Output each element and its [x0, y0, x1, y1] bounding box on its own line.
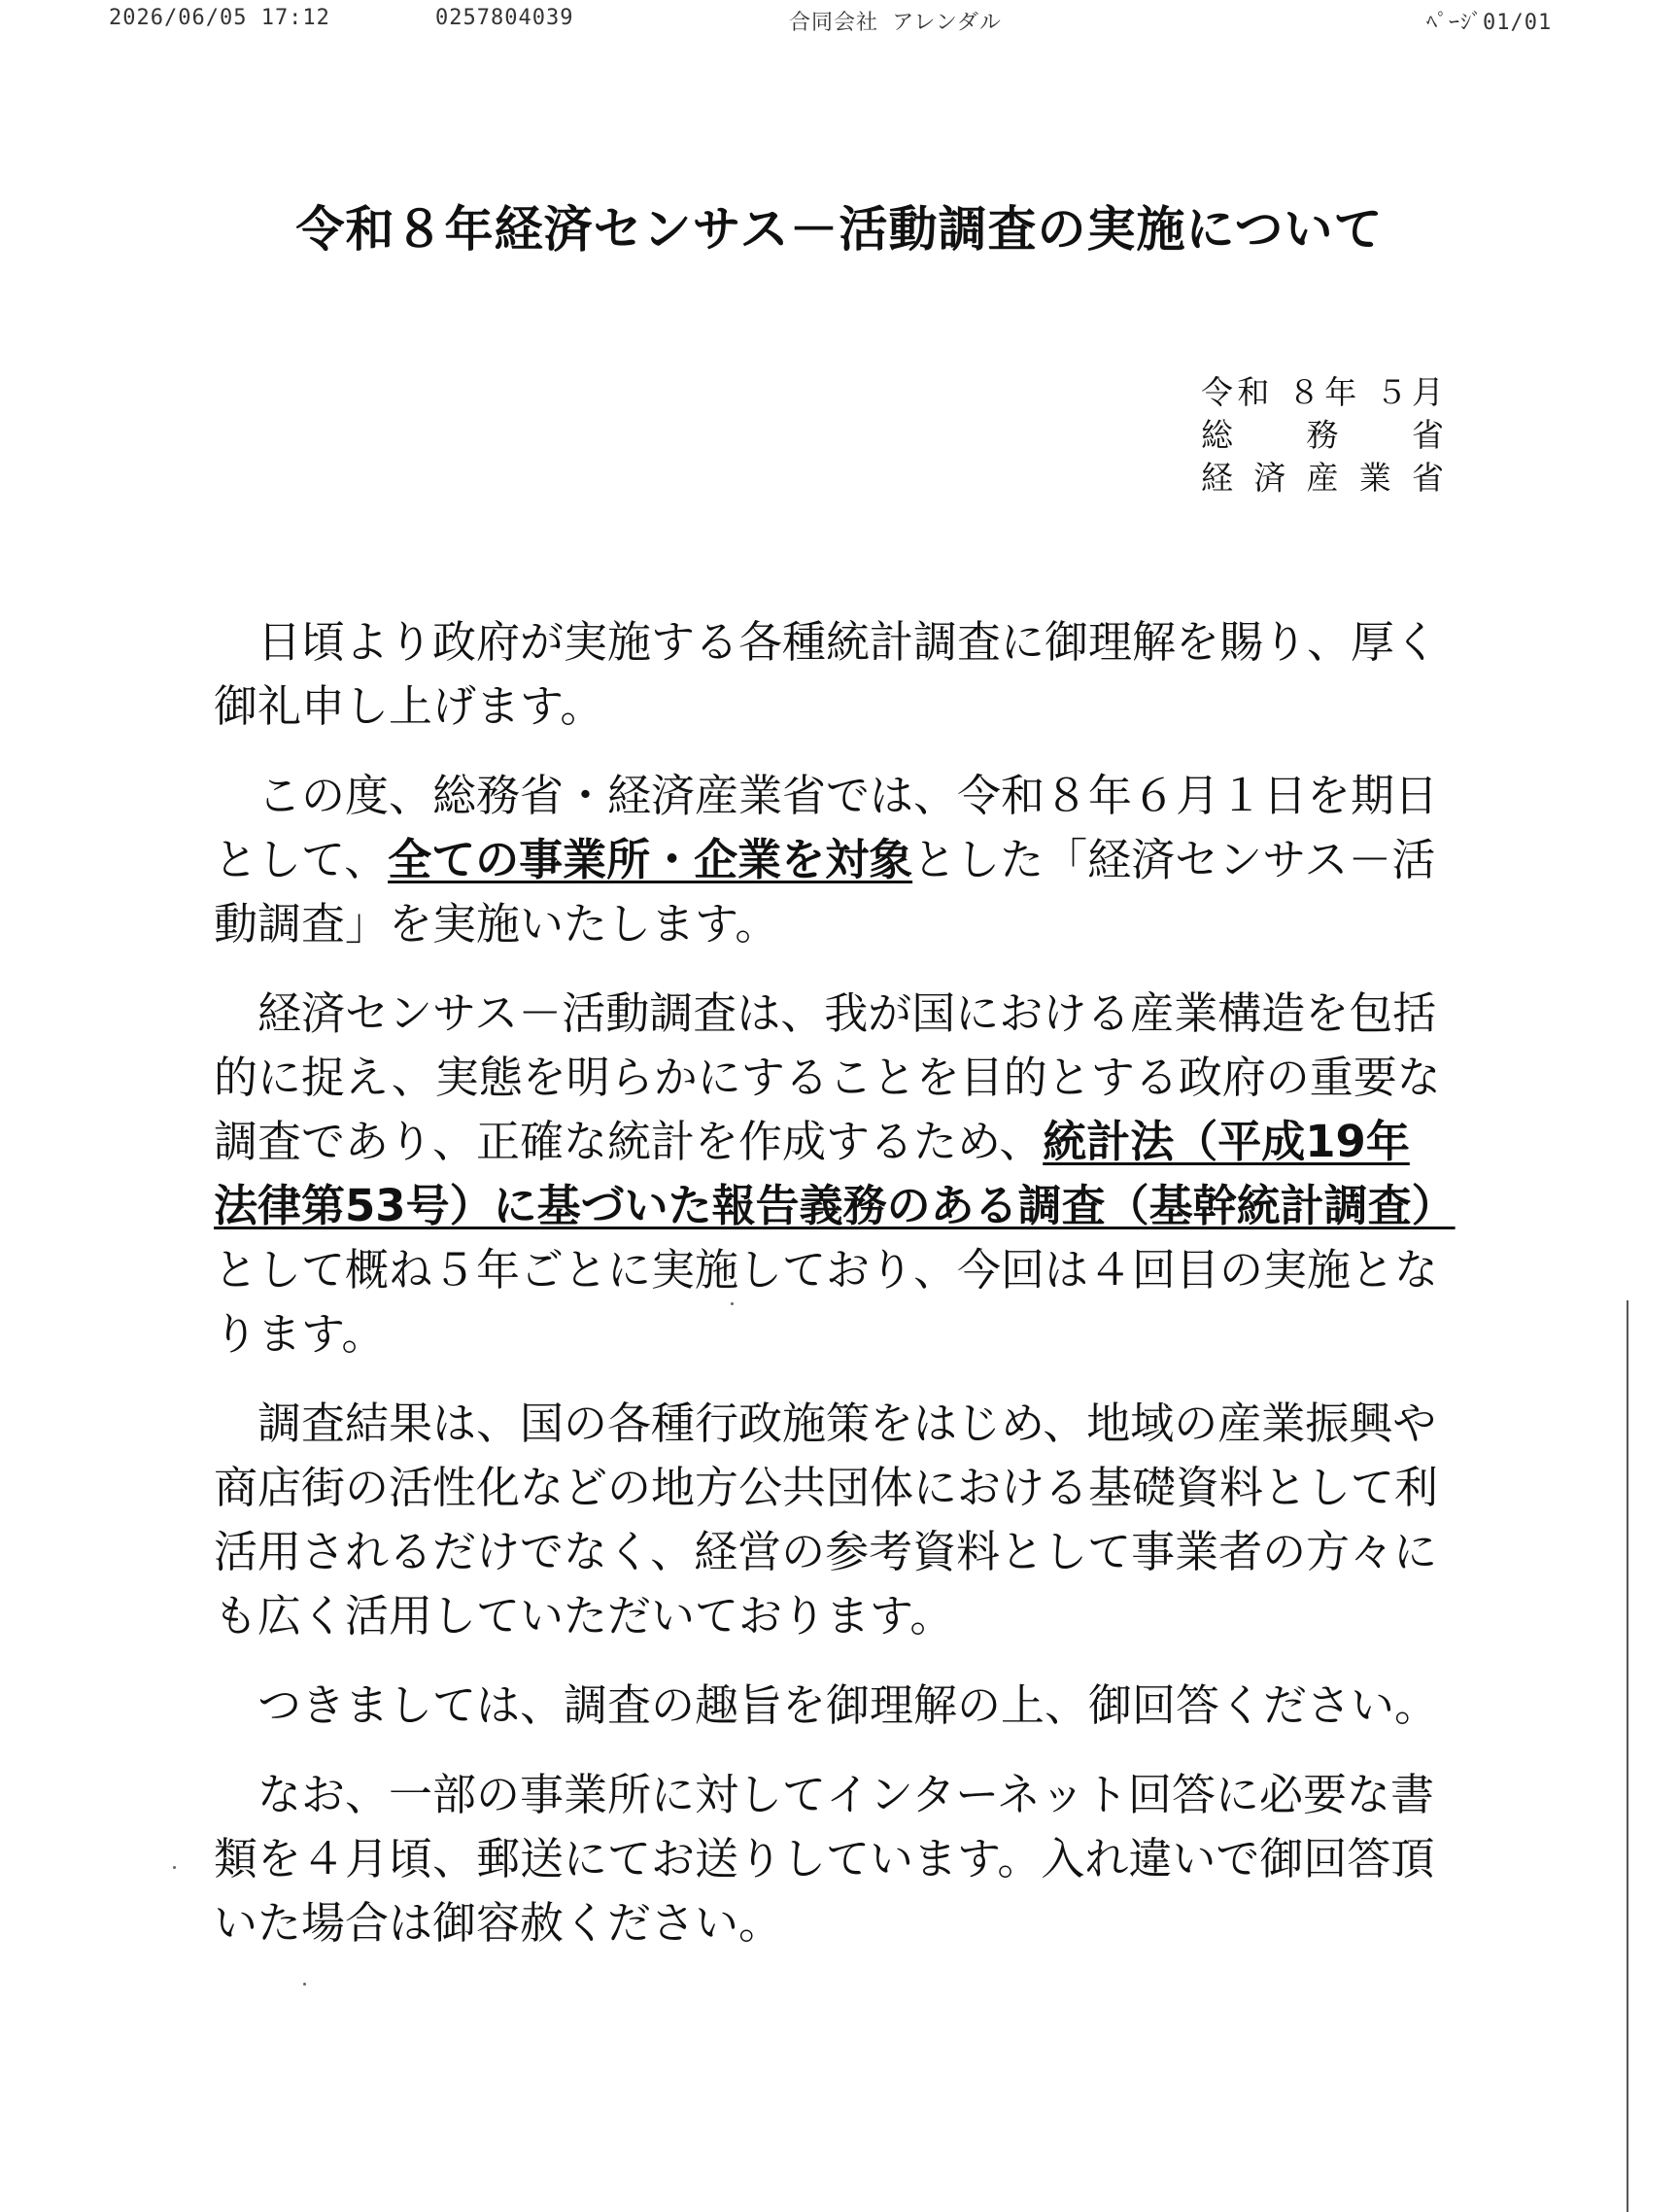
fax-datetime: 2026/06/05 17:12: [109, 6, 330, 30]
scan-artifact-line: [1627, 1300, 1628, 2212]
paragraph-usage: [214, 1392, 1448, 1648]
paragraph-text: なお、一部の事業所に対してインターネット回答に必要な書類を４月頃、郵送にてお送りしています。入れ違いで御回答頂いた場合は御容赦ください。: [214, 1769, 1435, 1949]
emphasis-target-scope: 全ての事業所・企業を対象: [388, 834, 913, 885]
document-date: 令和 ８年 ５月: [1201, 373, 1444, 411]
scan-speck: [731, 1302, 734, 1305]
paragraph-text: 調査結果は、国の各種行政施策をはじめ、地域の産業振興や商店街の活性化などの地方公共団体における基礎資料として利活用されるだけでなく、経営の参考資料として事業者の方々にも広く活用していただいております。: [214, 1398, 1439, 1642]
fax-number: 0257804039: [435, 6, 574, 30]
paragraph-greeting: [214, 610, 1448, 739]
paragraph-note: [214, 1763, 1448, 1955]
document-title: 令和８年経済センサス－活動調査の実施について: [295, 201, 1384, 258]
scan-speck: [303, 1983, 306, 1986]
issuer-ministry-economy: 経済産業省: [1201, 459, 1444, 497]
fax-sender: 合同会社 アレンダル: [789, 11, 1002, 35]
document-body: [214, 610, 1456, 1981]
fax-header: [0, 6, 1679, 35]
issuer-ministry-internal-affairs: 総務省: [1201, 416, 1444, 454]
paragraph-announcement: [214, 764, 1448, 956]
fax-page-number: ﾍﾟｰｼﾞ01/01: [1426, 11, 1553, 35]
paragraph-text: 経済センサス－活動調査は、我が国における産業構造を包括的に捉え、実態を明らかにすることを目的とする政府の重要な調査であり、正確な統計を作成するため、: [214, 987, 1441, 1167]
issuer-block: [1201, 371, 1444, 500]
paragraph-request: [214, 1674, 1448, 1738]
emphasis-statistics-act: 統計法（平成19年法律第53号）に基づいた報告義務のある調査（基幹統計調査）: [214, 1116, 1456, 1231]
scan-speck: [173, 1866, 176, 1869]
paragraph-text: 日頃より政府が実施する各種統計調査に御理解を賜り、厚く御礼申し上げます。: [214, 616, 1439, 732]
paragraph-text: とした「経済センサス－活動調査」を実施いたします。: [214, 834, 1436, 950]
paragraph-text: として概ね５年ごとに実施しており、今回は４回目の実施となります。: [214, 1244, 1439, 1360]
paragraph-purpose: [214, 982, 1456, 1366]
paragraph-text: この度、総務省・経済産業省では、令和８年６月１日を期日として、: [214, 770, 1439, 885]
paragraph-text: つきましては、調査の趣旨を御理解の上、御回答ください。: [257, 1679, 1439, 1731]
